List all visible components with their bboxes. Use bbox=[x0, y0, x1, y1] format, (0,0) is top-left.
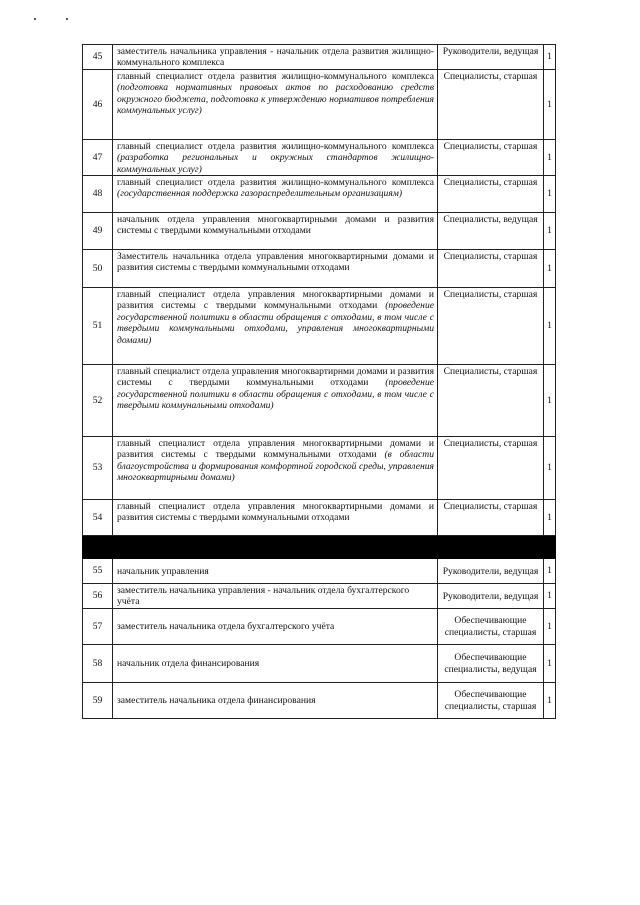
position-category: Руководители, ведущая bbox=[438, 45, 544, 70]
position-name: заместитель начальника управления - начальник отдела бухгалтерского учёта bbox=[117, 585, 410, 608]
row-number: 56 bbox=[83, 584, 113, 609]
table-row bbox=[83, 365, 556, 437]
position-count: 1 bbox=[544, 213, 556, 250]
position-count: 1 bbox=[544, 288, 556, 365]
table-body-upper bbox=[83, 45, 556, 536]
position-title bbox=[113, 288, 438, 365]
position-duties: (разработка региональных и окружных стандартов жилищно-коммунальных услуг) bbox=[117, 152, 434, 175]
position-count: 1 bbox=[544, 437, 556, 500]
table-row bbox=[83, 644, 556, 682]
position-category: Специалисты, старшая bbox=[438, 288, 544, 365]
position-name: Заместитель начальника отдела управления многоквартирными домами и развития системы с твердыми коммунальными отходами bbox=[117, 251, 434, 274]
position-title bbox=[113, 213, 438, 250]
position-category: Специалисты, старшая bbox=[438, 139, 544, 175]
row-number: 46 bbox=[83, 69, 113, 139]
row-number: 47 bbox=[83, 139, 113, 175]
position-title bbox=[113, 45, 438, 70]
table-row bbox=[83, 176, 556, 213]
position-name: заместитель начальника управления - начальник отдела развития жилищно-коммунального комплекса bbox=[117, 46, 434, 69]
position-title bbox=[113, 365, 438, 437]
position-count: 1 bbox=[544, 45, 556, 70]
row-number: 59 bbox=[83, 682, 113, 718]
position-category: Специалисты, старшая bbox=[438, 69, 544, 139]
table-row bbox=[83, 559, 556, 584]
position-duties: (подготовка нормативных правовых актов по расходованию средств окружного бюджета, подготовка к утверждению нормативов потребления коммунальных услуг) bbox=[117, 82, 434, 117]
row-number: 55 bbox=[83, 559, 113, 584]
position-title bbox=[113, 608, 438, 644]
table-row bbox=[83, 584, 556, 609]
row-number: 58 bbox=[83, 644, 113, 682]
row-number: 52 bbox=[83, 365, 113, 437]
table-body-lower bbox=[83, 559, 556, 719]
position-category: Специалисты, старшая bbox=[438, 437, 544, 500]
position-count: 1 bbox=[544, 559, 556, 584]
position-count: 1 bbox=[544, 250, 556, 288]
position-title bbox=[113, 176, 438, 213]
position-name: главный специалист отдела управления многоквартирными домами и развития системы с твердыми коммунальными отходами bbox=[117, 438, 434, 461]
position-duties: (проведение государственной политики в области обращения с отходами, в том числе с твердыми коммунальными отходами, управления многоквартирными домами) bbox=[117, 300, 434, 346]
position-name: заместитель начальника отдела финансирования bbox=[117, 695, 316, 707]
position-title bbox=[113, 69, 438, 139]
table-row bbox=[83, 437, 556, 500]
position-title bbox=[113, 682, 438, 718]
table-row bbox=[83, 608, 556, 644]
position-category: Руководители, ведущая bbox=[438, 584, 544, 609]
position-category: Специалисты, старшая bbox=[438, 365, 544, 437]
position-category: Обеспечивающие специалисты, старшая bbox=[438, 682, 544, 718]
position-name: главный специалист отдела управления многоквартирнми домами и развития системы с твердыми коммунальными отходами bbox=[117, 366, 434, 389]
row-number: 50 bbox=[83, 250, 113, 288]
position-title bbox=[113, 500, 438, 536]
table-row bbox=[83, 213, 556, 250]
section-header-band bbox=[83, 536, 556, 559]
row-number: 53 bbox=[83, 437, 113, 500]
table-row bbox=[83, 45, 556, 70]
position-category: Специалисты, старшая bbox=[438, 176, 544, 213]
position-count: 1 bbox=[544, 500, 556, 536]
position-title bbox=[113, 584, 438, 609]
table-row bbox=[83, 500, 556, 536]
position-name: главный специалист отдела управления многоквартирными домами и развития системы с твердыми коммунальными отходами bbox=[117, 501, 434, 524]
position-name: начальник управления bbox=[117, 565, 209, 577]
staff-positions-table bbox=[82, 44, 556, 719]
position-count: 1 bbox=[544, 682, 556, 718]
position-category: Обеспечивающие специалисты, старшая bbox=[438, 608, 544, 644]
table-row bbox=[83, 682, 556, 718]
position-name: главный специалист отдела развития жилищно-коммунального комплекса bbox=[117, 177, 434, 189]
scan-dot bbox=[34, 18, 36, 20]
position-title bbox=[113, 559, 438, 584]
table-row bbox=[83, 139, 556, 175]
table-row bbox=[83, 288, 556, 365]
position-duties: (проведение государственной политики в области обращения с отходами, в том числе с твердыми коммунальными отходами) bbox=[117, 377, 434, 412]
position-category: Специалисты, ведущая bbox=[438, 213, 544, 250]
position-count: 1 bbox=[544, 608, 556, 644]
row-number: 51 bbox=[83, 288, 113, 365]
position-name: заместитель начальника отдела бухгалтерского учёта bbox=[117, 621, 335, 633]
position-name: главный специалист отдела развития жилищно-коммунального комплекса bbox=[117, 140, 434, 152]
position-category: Специалисты, старшая bbox=[438, 250, 544, 288]
position-duties: (в области благоустройства и формирования комфортной городской среды, управления многоквартирными домами) bbox=[117, 449, 434, 484]
row-number: 48 bbox=[83, 176, 113, 213]
position-title bbox=[113, 139, 438, 175]
position-count: 1 bbox=[544, 365, 556, 437]
position-duties: (государственная поддержка газораспределительным организациям) bbox=[117, 188, 403, 200]
redacted-section-header bbox=[83, 536, 556, 559]
section-header-row bbox=[83, 536, 556, 559]
position-name: начальник отдела управления многоквартирными домами и развития системы с твердыми коммунальными отходами bbox=[117, 214, 434, 237]
position-title bbox=[113, 644, 438, 682]
position-count: 1 bbox=[544, 176, 556, 213]
row-number: 45 bbox=[83, 45, 113, 70]
position-title bbox=[113, 437, 438, 500]
table-row bbox=[83, 250, 556, 288]
scan-dot bbox=[66, 18, 68, 20]
table-row bbox=[83, 69, 556, 139]
position-count: 1 bbox=[544, 644, 556, 682]
row-number: 57 bbox=[83, 608, 113, 644]
row-number: 49 bbox=[83, 213, 113, 250]
position-count: 1 bbox=[544, 69, 556, 139]
position-category: Руководители, ведущая bbox=[438, 559, 544, 584]
position-name: главный специалист отдела управления многоквартирными домами и развития системы с твердыми коммунальными отходами bbox=[117, 289, 434, 312]
position-count: 1 bbox=[544, 584, 556, 609]
row-number: 54 bbox=[83, 500, 113, 536]
position-title bbox=[113, 250, 438, 288]
position-count: 1 bbox=[544, 139, 556, 175]
position-name: главный специалист отдела развития жилищно-коммунального комплекса bbox=[117, 70, 434, 82]
position-name: начальник отдела финансирования bbox=[117, 658, 260, 670]
position-category: Обеспечивающие специалисты, ведущая bbox=[438, 644, 544, 682]
position-category: Специалисты, старшая bbox=[438, 500, 544, 536]
